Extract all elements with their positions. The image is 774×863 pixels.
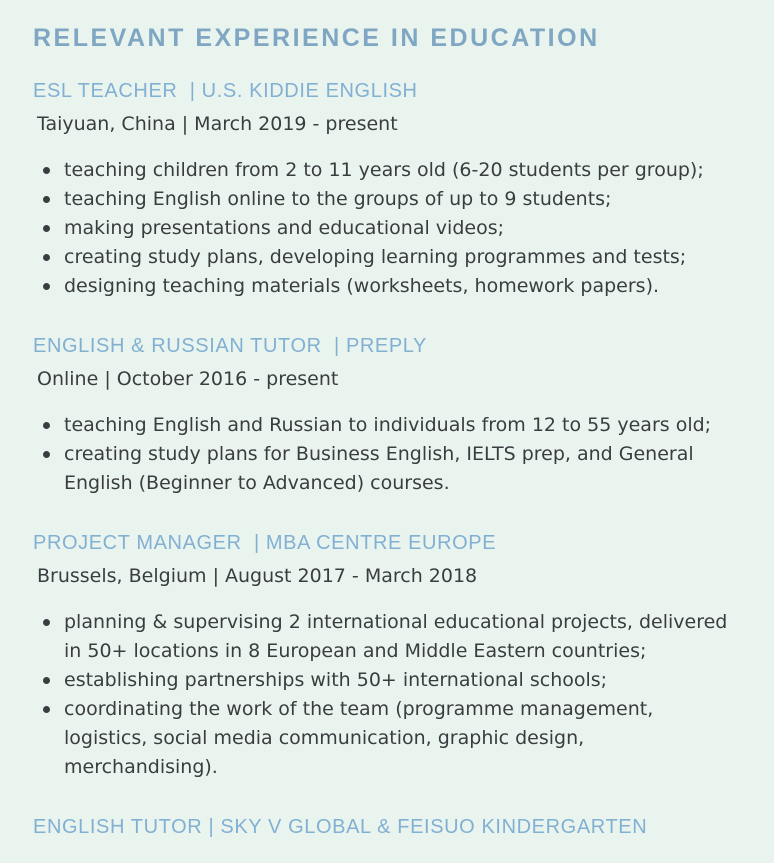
bullet-item: planning & supervising 2 international educational projects, delivered in 50+ locations in 8 European and Middle Eastern countries;	[33, 608, 734, 666]
bullet-list	[33, 608, 734, 782]
section-title: PROJECT MANAGER | MBA CENTRE EUROPE	[33, 532, 497, 554]
page-title: RELEVANT EXPERIENCE IN EDUCATION	[33, 24, 600, 52]
experience-section	[33, 335, 734, 498]
bullet-list	[33, 156, 734, 301]
experience-section	[33, 816, 734, 839]
section-meta: Online | October 2016 - present	[37, 368, 339, 390]
bullet-item: teaching English and Russian to individuals from 12 to 55 years old;	[33, 411, 734, 440]
bullet-item: making presentations and educational videos;	[33, 214, 734, 243]
bullet-item: designing teaching materials (worksheets, homework papers).	[33, 272, 734, 301]
bullet-list	[33, 411, 734, 498]
section-title: ESL TEACHER | U.S. KIDDIE ENGLISH	[33, 80, 418, 102]
experience-section	[33, 532, 734, 782]
bullet-item: establishing partnerships with 50+ international schools;	[33, 666, 734, 695]
section-meta: Taiyuan, China | March 2019 - present	[37, 113, 398, 135]
section-title: ENGLISH TUTOR | SKY V GLOBAL & FEISUO KINDERGARTEN	[33, 816, 648, 838]
bullet-item: creating study plans for Business English, IELTS prep, and General English (Beginner to Advanced) courses.	[33, 440, 734, 498]
experience-sections	[33, 80, 734, 839]
bullet-item: teaching children from 2 to 11 years old (6-20 students per group);	[33, 156, 734, 185]
experience-section	[33, 80, 734, 301]
bullet-item: teaching English online to the groups of up to 9 students;	[33, 185, 734, 214]
section-meta: Brussels, Belgium | August 2017 - March 2018	[37, 565, 478, 587]
section-title: ENGLISH & RUSSIAN TUTOR | PREPLY	[33, 335, 427, 357]
bullet-item: creating study plans, developing learning programmes and tests;	[33, 243, 734, 272]
bullet-item: coordinating the work of the team (programme management, logistics, social media communication, graphic design, merchandising).	[33, 695, 734, 782]
